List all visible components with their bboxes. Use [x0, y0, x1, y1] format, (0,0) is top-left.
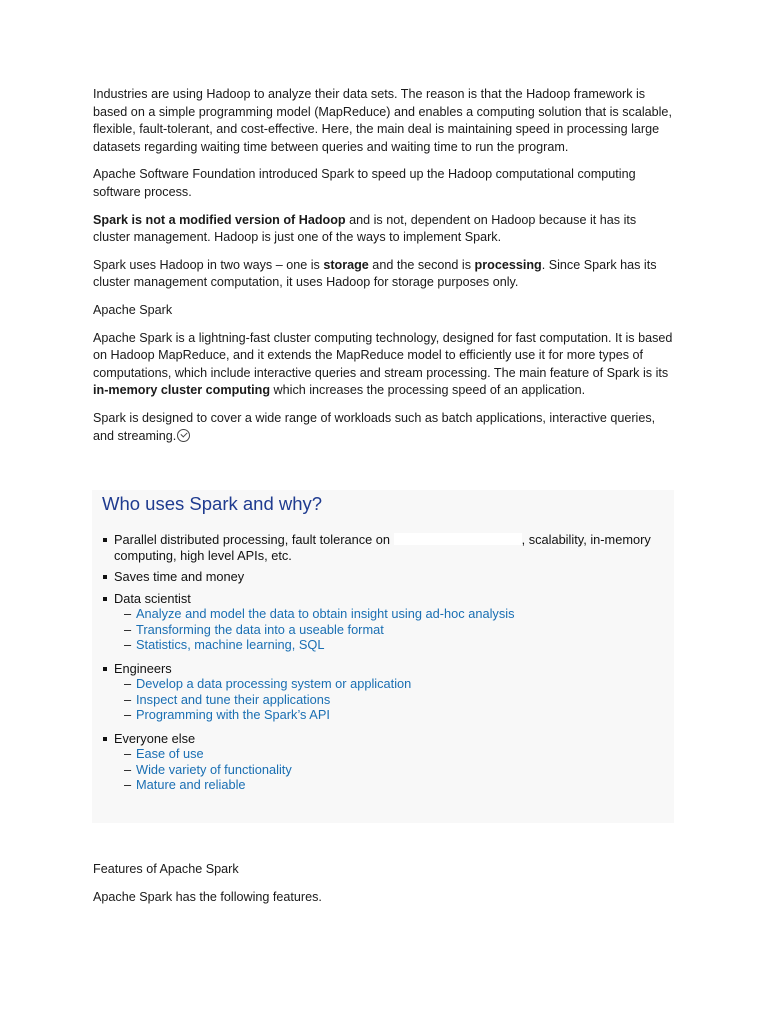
text-workloads: Spark is designed to cover a wide range of workloads such as batch applications, interactive queries, and streaming.: [93, 410, 656, 443]
sub-item: [102, 637, 662, 653]
sub-item-text: Transforming the data into a useable format: [136, 621, 384, 637]
paragraph-not-modified: [93, 212, 675, 247]
sub-item: [102, 762, 662, 778]
redacted-gap: [394, 533, 522, 545]
paragraph-spark-description: [93, 330, 675, 400]
text-spark-desc-a: Apache Spark is a lightning-fast cluster computing technology, designed for fast computation. It is based on Hadoop MapReduce, and it extends the MapReduce model to efficiently use it for more types of computations, which include interactive queries and stream processing. The main feature of Spark is its: [93, 330, 673, 380]
bullet-parallel-processing: [102, 532, 662, 563]
text-not-modified-rest: and is not, dependent on Hadoop because it has its cluster management. Hadoop is just one of the ways to implement Spark.: [93, 212, 637, 245]
dash-marker: –: [124, 606, 132, 621]
sub-item-text: Develop a data processing system or application: [136, 676, 412, 691]
bullet-parallel-text-b: , scalability, in-memory computing, high level APIs, etc.: [114, 532, 651, 563]
text-two-ways-a: Spark uses Hadoop in two ways – one is: [93, 257, 324, 272]
bullet-engineers: Engineers: [102, 661, 662, 677]
group-everyone-else: [102, 731, 662, 793]
sub-item: [102, 692, 662, 708]
bold-in-memory: in-memory cluster computing: [93, 383, 271, 398]
sub-item: [102, 777, 662, 793]
sub-item-text: Mature and reliable: [136, 777, 246, 792]
sub-item: [102, 707, 662, 723]
dash-marker: –: [124, 777, 132, 792]
paragraph-asf-spark: Apache Software Foundation introduced Spark to speed up the Hadoop computational computing software process.: [93, 167, 636, 199]
sub-item-text: Analyze and model the data to obtain insight using ad-hoc analysis: [136, 606, 515, 621]
sub-item: [102, 622, 662, 638]
text-spark-desc-c: which increases the processing speed of an application.: [270, 383, 586, 398]
dash-marker: –: [124, 621, 132, 637]
dash-marker: –: [124, 676, 132, 691]
sub-item: [102, 676, 662, 692]
paragraph-hadoop-intro: Industries are using Hadoop to analyze their data sets. The reason is that the Hadoop framework is based on a simple programming model (MapReduce) and enables a computing solution that is scalable, flexible, fault-tolerant, and cost-effective. Here, the main deal is maintaining speed in processing large datasets regarding waiting time between queries and waiting time to run the program.: [93, 87, 672, 154]
bold-not-modified: Spark is not a modified version of Hadoop: [93, 212, 346, 227]
dash-marker: –: [124, 746, 132, 761]
dash-marker: –: [124, 691, 132, 707]
sub-item: [102, 746, 662, 762]
dash-marker: –: [124, 637, 132, 652]
sub-item: [102, 606, 662, 622]
sub-item-text: Ease of use: [136, 746, 204, 761]
who-uses-spark-image: [92, 490, 674, 823]
group-data-scientist: [102, 591, 662, 653]
document-body-lower: [93, 861, 675, 916]
heading-apache-spark: Apache Spark: [93, 302, 173, 317]
heading-features: Features of Apache Spark: [93, 862, 239, 876]
paragraph-two-ways: [93, 257, 675, 292]
document-body: [93, 86, 675, 455]
text-two-ways-c: and the second is: [368, 257, 475, 272]
check-circle-icon: [177, 429, 190, 442]
sub-item-text: Statistics, machine learning, SQL: [136, 637, 325, 652]
dash-marker: –: [124, 707, 132, 722]
bold-storage: storage: [323, 257, 369, 272]
bullet-data-scientist: Data scientist: [102, 591, 662, 607]
bullet-everyone-else: Everyone else: [102, 731, 662, 747]
paragraph-workloads: [93, 410, 675, 445]
bullet-parallel-text-a: Parallel distributed processing, fault tolerance on: [114, 532, 391, 547]
slide-title: Who uses Spark and why?: [102, 493, 323, 514]
sub-item-text: Inspect and tune their applications: [136, 691, 331, 707]
group-engineers: [102, 661, 662, 723]
dash-marker: –: [124, 761, 132, 777]
sub-item-text: Programming with the Spark’s API: [136, 707, 330, 722]
text-two-ways-e: . Since Spark has its cluster management computation, it uses Hadoop for storage purposes only.: [93, 257, 657, 290]
slide-bullet-list: [102, 532, 662, 801]
paragraph-features-intro: Apache Spark has the following features.: [93, 889, 322, 904]
sub-item-text: Wide variety of functionality: [136, 761, 292, 777]
bullet-saves-time: Saves time and money: [102, 569, 662, 585]
bold-processing: processing: [474, 257, 542, 272]
